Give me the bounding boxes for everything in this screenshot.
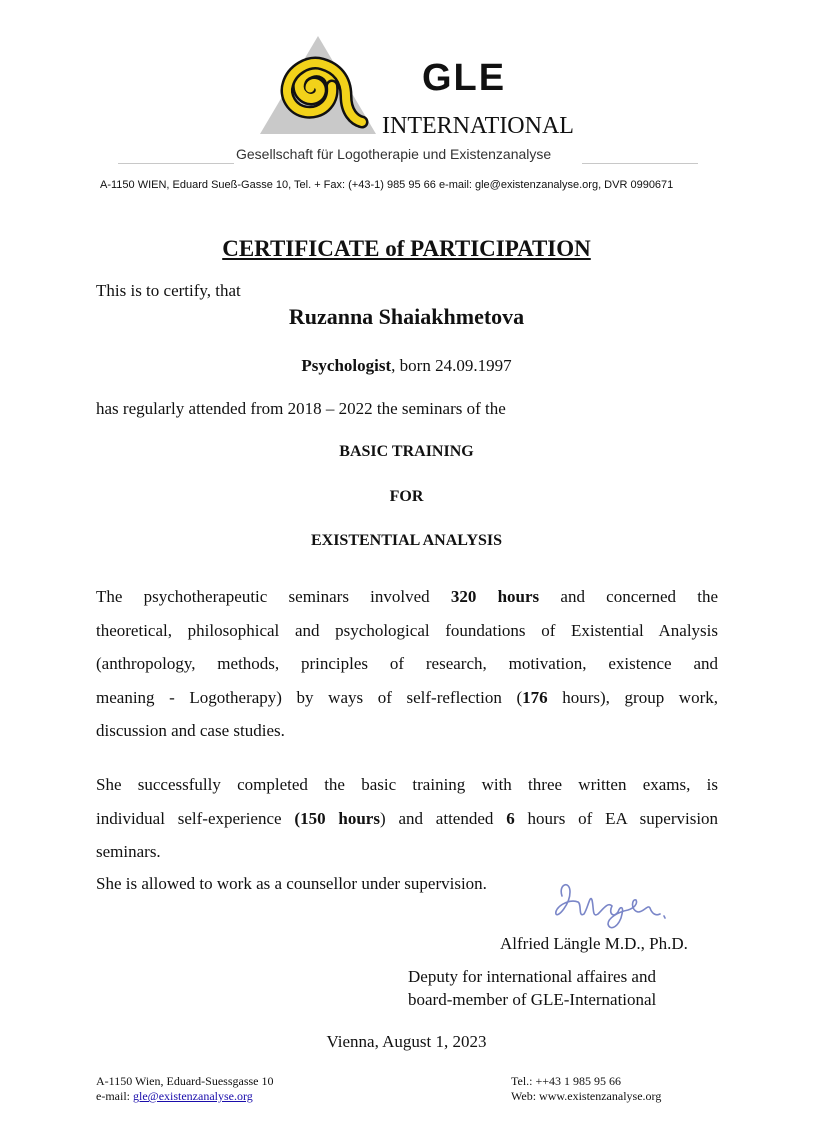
para1-line-2: theoretical, philosophical and psychological foundations of Existential Analysis xyxy=(96,620,718,640)
total-hours: 320 hours xyxy=(450,587,540,606)
footer-email-link[interactable]: gle@existenzanalyse.org xyxy=(132,1089,253,1103)
certify-intro: This is to certify, that xyxy=(96,281,241,300)
supervision-hours: 6 xyxy=(506,808,515,828)
brand-title: GLE xyxy=(422,57,507,99)
certificate-title: CERTIFICATE of PARTICIPATION xyxy=(222,236,591,261)
program-line-2: FOR xyxy=(389,488,424,505)
occupation: Psychologist xyxy=(301,356,392,375)
occupation-line xyxy=(0,355,813,377)
para1-line-3: (anthropology, methods, principles of research, motivation, existence and xyxy=(96,654,718,673)
footer-tel: Tel.: ++43 1 985 95 66 xyxy=(511,1074,622,1088)
para2-line-3: seminars. xyxy=(96,842,161,861)
gle-logo-icon xyxy=(258,34,378,136)
self-experience-hours: (150 hours xyxy=(294,808,380,828)
handwritten-signature-icon xyxy=(548,874,678,934)
para2-line-1: She successfully completed the basic training with three written exams, is xyxy=(96,775,718,794)
society-name: Gesellschaft für Logotherapie und Existenzanalyse xyxy=(236,146,552,162)
counsellor-permission: She is allowed to work as a counsellor under supervision. xyxy=(96,874,487,893)
brand-subtitle: INTERNATIONAL xyxy=(382,113,574,139)
footer-web[interactable]: Web: www.existenzanalyse.org xyxy=(511,1089,662,1103)
program-line-3: EXISTENTIAL ANALYSIS xyxy=(310,532,503,549)
signer-role-line-1: Deputy for international affaires and xyxy=(408,967,656,986)
header-contact-line: A-1150 WIEN, Eduard Sueß-Gasse 10, Tel. + Fax: (+43-1) 985 95 66 e-mail: gle@existenzanalyse.org, DVR 0990671 xyxy=(100,179,674,191)
signer-role-line-2: board-member of GLE-International xyxy=(408,990,657,1009)
participant-name: Ruzanna Shaiakhmetova xyxy=(288,304,525,329)
signer-name: Alfried Längle M.D., Ph.D. xyxy=(500,934,688,953)
attendance-line: has regularly attended from 2018 – 2022 the seminars of the xyxy=(96,399,506,418)
header-divider-right xyxy=(582,163,698,164)
training-paragraph xyxy=(96,768,718,869)
self-reflection-hours: 176 xyxy=(522,687,548,707)
birth-date: , born 24.09.1997 xyxy=(391,356,512,375)
program-line-1: BASIC TRAINING xyxy=(339,443,474,460)
footer-address: A-1150 Wien, Eduard-Suessgasse 10 xyxy=(96,1074,274,1088)
para1-line-5: discussion and case studies. xyxy=(96,721,285,740)
seminar-paragraph xyxy=(96,580,718,748)
header-divider-left xyxy=(118,163,234,164)
para2-line-2: individual self-experience (150 hours) and attended 6 hours of EA supervision xyxy=(96,808,719,828)
para1-line-1: The psychotherapeutic seminars involved 320 hours and concerned the xyxy=(96,587,718,606)
para1-line-4: meaning - Logotherapy) by ways of self-reflection (176 hours), group work, xyxy=(96,687,718,707)
footer-email-line: e-mail: gle@existenzanalyse.org xyxy=(96,1089,253,1103)
place-and-date: Vienna, August 1, 2023 xyxy=(326,1032,487,1051)
